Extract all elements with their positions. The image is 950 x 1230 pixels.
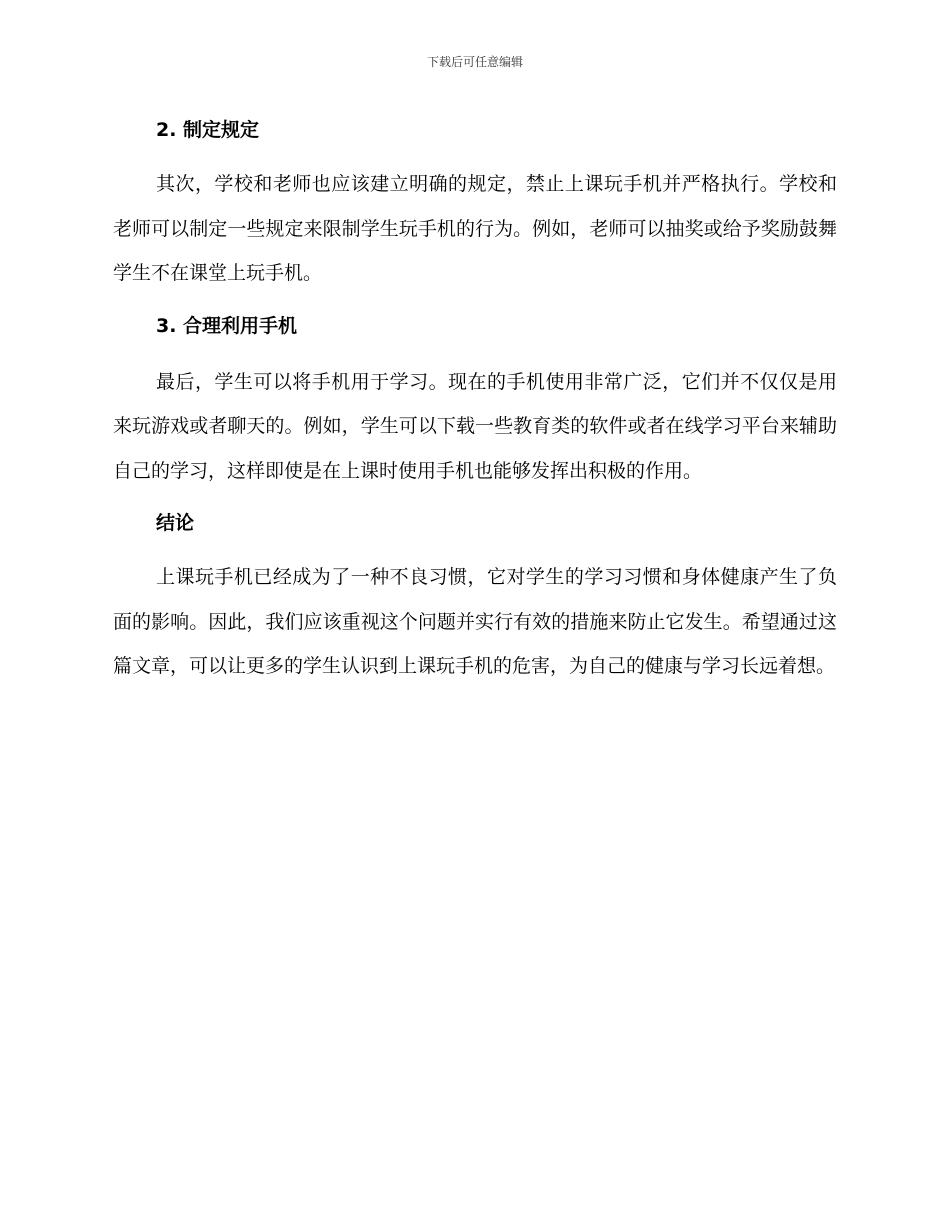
section-heading-phone-use: 3. 合理利用手机: [156, 314, 298, 337]
document-body: [113, 110, 837, 689]
section-heading-conclusion: 结论: [156, 512, 195, 534]
section-paragraph-conclusion: 上课玩手机已经成为了一种不良习惯，它对学生的学习习惯和身体健康产生了负面的影响。因此，我们应该重视这个问题并实行有效的措施来防止它发生。希望通过这篇文章，可以让更多的学生认识到上课玩手机的危害，为自己的健康与学习长远着想。: [113, 566, 837, 677]
section-paragraph-rules: 其次，学校和老师也应该建立明确的规定，禁止上课玩手机并严格执行。学校和老师可以制定一些规定来限制学生玩手机的行为。例如，老师可以抽奖或给予奖励鼓舞学生不在课堂上玩手机。: [113, 173, 837, 284]
section-paragraph-phone-use: 最后，学生可以将手机用于学习。现在的手机使用非常广泛，它们并不仅仅是用来玩游戏或者聊天的。例如，学生可以下载一些教育类的软件或者在线学习平台来辅助自己的学习，这样即使是在上课时使用手机也能够发挥出积极的作用。: [113, 370, 837, 482]
section-heading-rules: 2. 制定规定: [156, 119, 260, 141]
page-header-note: 下载后可任意编辑: [426, 55, 523, 69]
